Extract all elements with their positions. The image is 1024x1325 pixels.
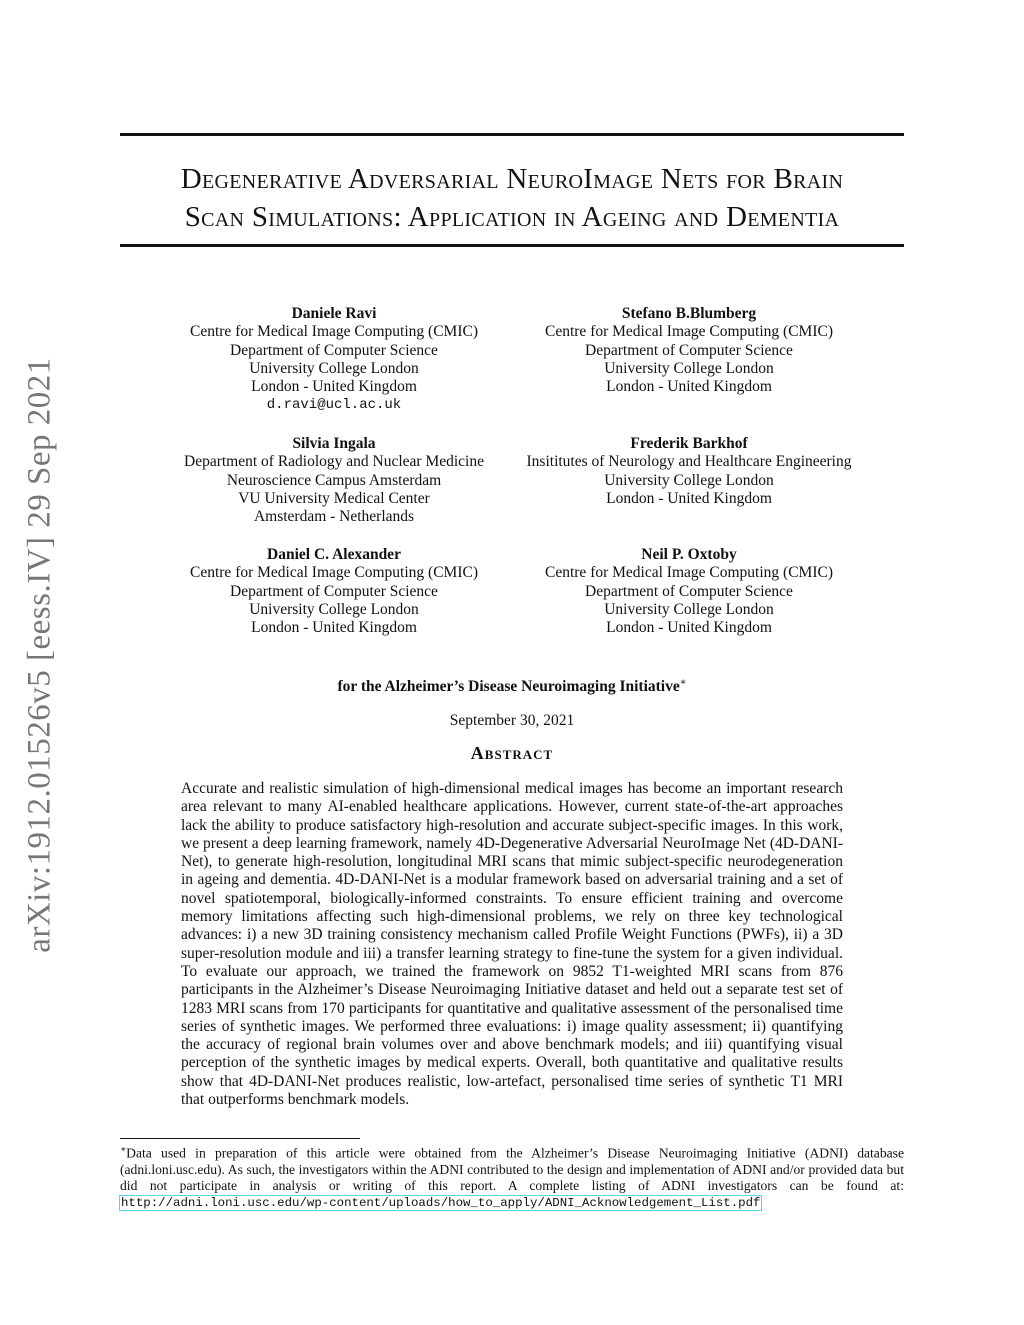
author-affiliation-line: London - United Kingdom bbox=[606, 378, 772, 396]
author-name: Frederik Barkhof bbox=[630, 435, 748, 452]
author-affiliation-line: University College London bbox=[604, 600, 774, 618]
paper-date: September 30, 2021 bbox=[449, 712, 575, 729]
author-affiliation-line: London - United Kingdom bbox=[251, 378, 417, 396]
author-affiliation-line: Centre for Medical Image Computing (CMIC) bbox=[190, 564, 478, 582]
author-affiliation-line: University College London bbox=[604, 359, 774, 377]
author-affiliation-line: Department of Radiology and Nuclear Medicine bbox=[184, 453, 484, 471]
title-bottom-rule bbox=[120, 244, 904, 247]
author-affiliation-line: Department of Computer Science bbox=[585, 341, 793, 359]
footnote-url-link[interactable]: http://adni.loni.usc.edu/wp-content/uploads/how_to_apply/ADNI_Acknowledgement_List.pdf bbox=[121, 1196, 761, 1211]
author-name: Daniel C. Alexander bbox=[267, 546, 401, 563]
author-email[interactable]: d.ravi@ucl.ac.uk bbox=[266, 397, 402, 414]
author-affiliation-line: Department of Computer Science bbox=[230, 582, 438, 600]
author-affiliation-line: London - United Kingdom bbox=[251, 619, 417, 637]
paper-title-line-2: Scan Simulations: Application in Ageing and Dementia bbox=[184, 201, 840, 233]
footnote-marker[interactable]: ∗ bbox=[679, 677, 687, 688]
footnote-mark: ∗ bbox=[120, 1144, 127, 1154]
author-affiliation-line: Centre for Medical Image Computing (CMIC) bbox=[545, 564, 833, 582]
abstract-heading: Abstract bbox=[470, 743, 554, 763]
author-affiliation-line: University College London bbox=[604, 471, 774, 489]
author-name: Daniele Ravi bbox=[291, 305, 377, 322]
author-block bbox=[154, 546, 514, 637]
paper-title bbox=[120, 160, 904, 236]
author-affiliation-line: Neuroscience Campus Amsterdam bbox=[226, 471, 442, 489]
author-name: Neil P. Oxtoby bbox=[641, 546, 737, 563]
arxiv-identifier: arXiv:1912.01526v5 [eess.IV] 29 Sep 2021 bbox=[21, 357, 58, 953]
author-affiliation-line: VU University Medical Center bbox=[238, 489, 430, 507]
paper-title-line-1: Degenerative Adversarial NeuroImage Nets for Brain bbox=[180, 163, 844, 195]
footnote-rule bbox=[120, 1138, 360, 1139]
author-affiliation-line: Department of Computer Science bbox=[230, 341, 438, 359]
author-affiliation-line: Insititutes of Neurology and Healthcare Engineering bbox=[526, 453, 852, 471]
author-block bbox=[509, 546, 869, 637]
footnote-text: Data used in preparation of this article were obtained from the Alzheimer’s Disease Neuroimaging Initiative (ADNI) database (adni.loni.usc.edu). As such, the investigators within the ADNI contributed to the design and implementation of ADNI and/or provided data but did not participate in analysis or writing of this report. A complete listing of ADNI investigators can be found at: bbox=[120, 1145, 904, 1193]
author-name: Silvia Ingala bbox=[292, 435, 376, 452]
title-top-rule bbox=[120, 133, 904, 136]
author-affiliation-line: University College London bbox=[249, 359, 419, 377]
author-affiliation-line: Department of Computer Science bbox=[585, 582, 793, 600]
initiative-line bbox=[120, 677, 904, 696]
abstract-body: Accurate and realistic simulation of high-dimensional medical images has become an important research area relevant to many AI-enabled healthcare applications. However, current state-of-the-art approaches lack the ability to produce satisfactory high-resolution and accurate subject-specific images. In this work, we present a deep learning framework, namely 4D-Degenerative Adversarial NeuroImage Net (4D-DANI-Net), to generate high-resolution, longitudinal MRI scans that mimic subject-specific neurodegeneration in ageing and dementia. 4D-DANI-Net is a modular framework based on adversarial training and a set of novel spatiotemporal, biologically-informed constraints. To ensure efficient training and overcome memory limitations affecting such high-dimensional problems, we rely on three key technological advances: i) a new 3D training consistency mechanism called Profile Weight Functions (PWFs), ii) a 3D super-resolution module and iii) a transfer learning strategy to fine-tune the system for a given individual. To evaluate our approach, we trained the framework on 9852 T1-weighted MRI scans from 876 participants in the Alzheimer’s Disease Neuroimaging Initiative dataset and held out a separate test set of 1283 MRI scans from 170 participants for quantitative and qualitative assessment of the personalised time series of synthetic images. We performed three evaluations: i) image quality assessment; ii) quantifying the accuracy of regional brain volumes over and above benchmark models; and iii) quantifying visual perception of the synthetic images by medical experts. Overall, both quantitative and qualitative results show that 4D-DANI-Net produces realistic, low-artefact, personalised time series of synthetic T1 MRI that outperforms benchmark models. bbox=[181, 780, 843, 1109]
author-block bbox=[489, 435, 889, 508]
initiative-text: for the Alzheimer’s Disease Neuroimaging Initiative bbox=[337, 678, 680, 696]
author-affiliation-line: London - United Kingdom bbox=[606, 619, 772, 637]
author-name: Stefano B.Blumberg bbox=[621, 305, 757, 322]
footnote bbox=[120, 1141, 904, 1211]
author-block bbox=[134, 435, 534, 526]
author-affiliation-line: Centre for Medical Image Computing (CMIC) bbox=[545, 323, 833, 341]
author-block bbox=[154, 305, 514, 415]
author-affiliation-line: University College London bbox=[249, 600, 419, 618]
author-affiliation-line: London - United Kingdom bbox=[606, 489, 772, 507]
author-affiliation-line: Centre for Medical Image Computing (CMIC) bbox=[190, 323, 478, 341]
author-affiliation-line: Amsterdam - Netherlands bbox=[253, 508, 415, 526]
author-block bbox=[509, 305, 869, 396]
